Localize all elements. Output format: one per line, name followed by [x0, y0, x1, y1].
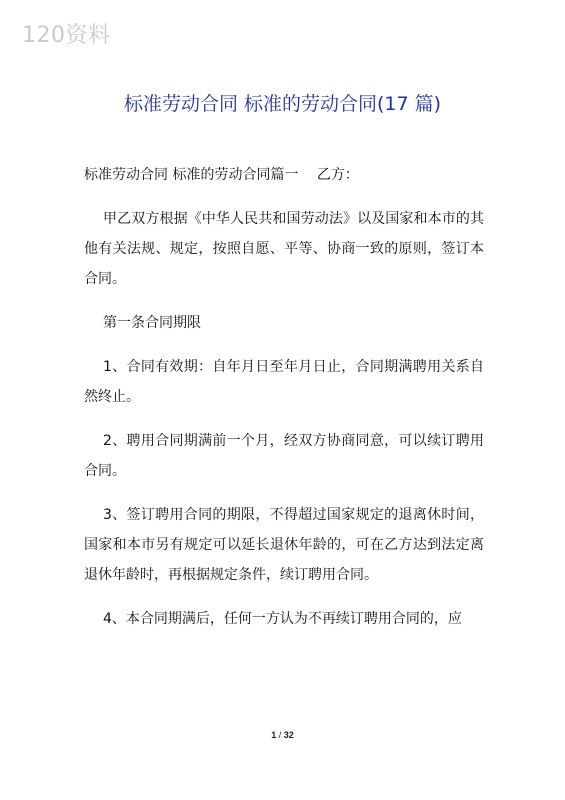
paragraph: 甲乙双方根据《中华人民共和国劳动法》以及国家和本市的其他有关法规、规定，按照自愿、平等、协商一致的原则，签订本合同。	[84, 211, 484, 287]
section-heading: 第一条合同期限	[103, 315, 201, 331]
paragraph: 2、聘用合同期满前一个月，经双方协商同意，可以续订聘用合同。	[84, 433, 484, 479]
page-separator: /	[276, 730, 284, 740]
current-page: 1	[271, 730, 277, 740]
paragraph: 4、本合同期满后，任何一方认为不再续订聘用合同的，应	[103, 611, 462, 627]
paragraph: 标准劳动合同 标准的劳动合同篇一 乙方：	[84, 167, 359, 183]
document-title: 标准劳动合同 标准的劳动合同(17 篇)	[123, 92, 442, 115]
paragraph: 1、合同有效期：自年月日至年月日止，合同期满聘用关系自然终止。	[84, 359, 484, 405]
document-body	[84, 160, 484, 648]
paragraph: 3、签订聘用合同的期限，不得超过国家规定的退离休时间，国家和本市另有规定可以延长退休年龄的，可在乙方达到法定离退休年龄时，再根据规定条件，续订聘用合同。	[84, 507, 484, 583]
total-pages: 32	[283, 730, 294, 740]
watermark-logo: 120资料	[22, 23, 111, 48]
page-number	[0, 730, 565, 740]
